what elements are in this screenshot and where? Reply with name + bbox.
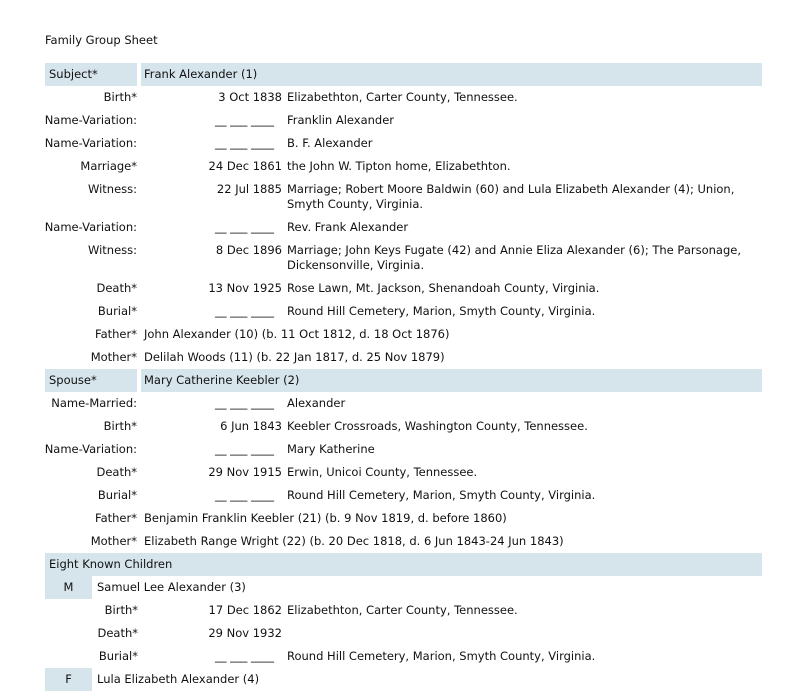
child-name: Samuel Lee Alexander (3) xyxy=(97,580,246,594)
event-place: Rev. Frank Alexander xyxy=(287,220,409,234)
event-place: Rose Lawn, Mt. Jackson, Shenandoah County, Virginia. xyxy=(287,281,600,295)
event-row xyxy=(45,438,762,461)
event-label: Name-Variation: xyxy=(44,113,137,127)
event-place: Elizabethton, Carter County, Tennessee. xyxy=(287,603,518,617)
event-place: Round Hill Cemetery, Marion, Smyth County, Virginia. xyxy=(287,649,596,663)
event-date: 29 Nov 1932 xyxy=(208,626,282,640)
event-label: Witness: xyxy=(87,243,137,257)
event-row xyxy=(45,599,762,622)
spouse-header-row xyxy=(45,369,762,392)
event-label: Name-Variation: xyxy=(44,220,137,234)
mother-name: Elizabeth Range Wright (22) (b. 20 Dec 1818, d. 6 Jun 1843-24 Jun 1843) xyxy=(144,534,564,548)
event-row xyxy=(45,622,762,645)
blank-date: __ ___ ____ xyxy=(215,304,275,318)
child-row xyxy=(45,668,762,691)
event-label: Birth* xyxy=(104,603,138,617)
event-row xyxy=(45,645,762,668)
event-date: 13 Nov 1925 xyxy=(208,281,282,295)
blank-date: __ ___ ____ xyxy=(215,220,275,234)
page-title: Family Group Sheet xyxy=(45,33,158,47)
spouse-label: Spouse* xyxy=(45,369,137,392)
children-header-row xyxy=(45,553,762,576)
event-row xyxy=(45,392,762,415)
event-row xyxy=(45,415,762,438)
event-place: Round Hill Cemetery, Marion, Smyth County, Virginia. xyxy=(287,488,596,502)
subject-header-row xyxy=(45,63,762,86)
event-label: Death* xyxy=(97,626,138,640)
event-label: Name-Married: xyxy=(51,396,137,410)
event-label: Birth* xyxy=(103,90,137,104)
father-label: Father* xyxy=(95,511,137,525)
event-place: Marriage; John Keys Fugate (42) and Annie Eliza Alexander (6); The Parsonage, Dickensonville, Virginia. xyxy=(287,243,741,272)
sex-badge: M xyxy=(45,576,92,599)
blank-date: __ ___ ____ xyxy=(215,396,275,410)
event-label: Death* xyxy=(96,465,137,479)
event-row xyxy=(45,461,762,484)
blank-date: __ ___ ____ xyxy=(215,113,275,127)
event-label: Burial* xyxy=(97,488,137,502)
father-name: John Alexander (10) (b. 11 Oct 1812, d. 18 Oct 1876) xyxy=(144,327,450,341)
event-place: Alexander xyxy=(287,396,346,410)
family-group-table xyxy=(45,63,762,691)
father-label: Father* xyxy=(95,327,137,341)
event-label: Marriage* xyxy=(80,159,137,173)
mother-row xyxy=(45,346,762,369)
subject-label: Subject* xyxy=(45,63,137,86)
father-row xyxy=(45,507,762,530)
event-row xyxy=(45,277,762,300)
event-place: Marriage; Robert Moore Baldwin (60) and Lula Elizabeth Alexander (4); Union, Smyth County, Virginia. xyxy=(287,182,735,211)
event-date: 24 Dec 1861 xyxy=(208,159,282,173)
sex-badge: F xyxy=(45,668,92,691)
event-label: Death* xyxy=(96,281,137,295)
mother-label: Mother* xyxy=(90,534,137,548)
event-place: Elizabethton, Carter County, Tennessee. xyxy=(287,90,518,104)
event-place: Mary Katherine xyxy=(287,442,375,456)
event-date: 17 Dec 1862 xyxy=(208,603,282,617)
father-row xyxy=(45,323,762,346)
event-row xyxy=(45,86,762,109)
event-row xyxy=(45,155,762,178)
event-label: Witness: xyxy=(87,182,137,196)
children-header: Eight Known Children xyxy=(49,557,173,571)
event-place: Keebler Crossroads, Washington County, Tennessee. xyxy=(287,419,588,433)
event-date: 6 Jun 1843 xyxy=(220,419,282,433)
event-row xyxy=(45,216,762,239)
event-row xyxy=(45,109,762,132)
event-place: the John W. Tipton home, Elizabethton. xyxy=(287,159,511,173)
blank-date: __ ___ ____ xyxy=(215,442,275,456)
event-label: Name-Variation: xyxy=(44,136,137,150)
event-place: Erwin, Unicoi County, Tennessee. xyxy=(287,465,478,479)
event-place: B. F. Alexander xyxy=(287,136,373,150)
event-label: Burial* xyxy=(98,649,138,663)
event-row xyxy=(45,484,762,507)
blank-date: __ ___ ____ xyxy=(215,136,275,150)
event-label: Birth* xyxy=(103,419,137,433)
event-date: 3 Oct 1838 xyxy=(218,90,282,104)
event-label: Burial* xyxy=(97,304,137,318)
blank-date: __ ___ ____ xyxy=(215,488,275,502)
mother-row xyxy=(45,530,762,553)
blank-date: __ ___ ____ xyxy=(215,649,275,663)
event-row xyxy=(45,132,762,155)
event-date: 8 Dec 1896 xyxy=(215,243,282,257)
child-row xyxy=(45,576,762,599)
event-row xyxy=(45,178,762,216)
event-row xyxy=(45,239,762,277)
mother-name: Delilah Woods (11) (b. 22 Jan 1817, d. 25 Nov 1879) xyxy=(144,350,445,364)
spouse-name: Mary Catherine Keebler (2) xyxy=(141,369,762,392)
mother-label: Mother* xyxy=(90,350,137,364)
event-row xyxy=(45,300,762,323)
subject-name: Frank Alexander (1) xyxy=(141,63,762,86)
child-name: Lula Elizabeth Alexander (4) xyxy=(97,672,260,686)
event-place: Round Hill Cemetery, Marion, Smyth County, Virginia. xyxy=(287,304,596,318)
event-date: 29 Nov 1915 xyxy=(208,465,282,479)
event-label: Name-Variation: xyxy=(44,442,137,456)
event-place: Franklin Alexander xyxy=(287,113,395,127)
event-date: 22 Jul 1885 xyxy=(216,182,282,196)
father-name: Benjamin Franklin Keebler (21) (b. 9 Nov 1819, d. before 1860) xyxy=(144,511,507,525)
